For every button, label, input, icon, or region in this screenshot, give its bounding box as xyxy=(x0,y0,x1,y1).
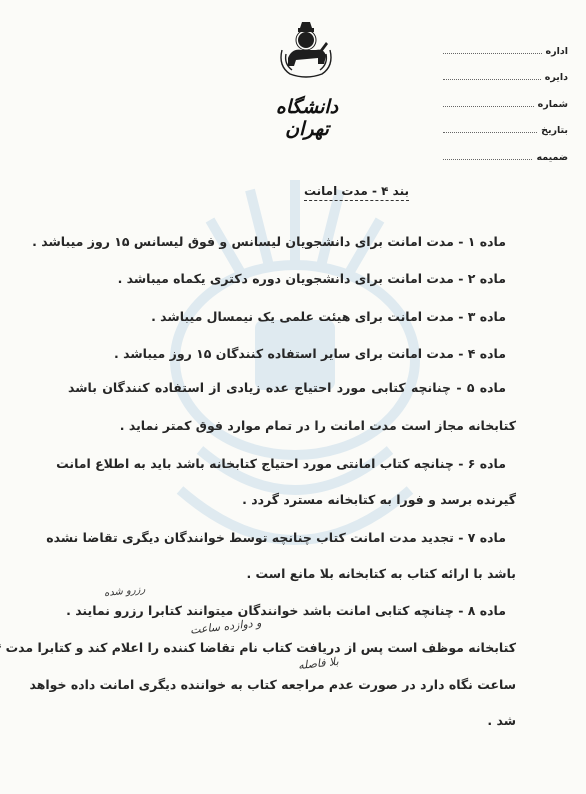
field-number-label: شماره xyxy=(537,98,568,110)
article-line: باشد با ارائه کتاب به کتابخانه بلا مانع است . xyxy=(246,566,516,581)
field-attachment-line xyxy=(443,149,532,160)
handwritten-annotation: رزرو شده xyxy=(103,583,146,600)
article-line: ماده ۳ - مدت امانت برای هیئت علمی یک نیمسال میباشد . xyxy=(151,309,506,324)
field-department-line xyxy=(443,69,541,80)
article-line: ماده ۱ - مدت امانت برای دانشجویان لیسانس و فوق لیسانس ۱۵ روز میباشد . xyxy=(32,234,506,249)
field-office-line xyxy=(443,43,542,54)
article-line: ماده ۸ - چنانچه کتابی امانت باشد خوانندگان میتوانند کتابرا رزرو نمایند . xyxy=(66,603,506,618)
lion-and-sun-emblem-icon xyxy=(276,20,336,82)
article-line: کتابخانه مجاز است مدت امانت را در تمام موارد فوق کمتر نماید . xyxy=(119,418,516,433)
field-department xyxy=(443,57,568,84)
article-line: کتابخانه موظف است پس از دریافت کتاب نام تقاضا کننده را اعلام کند و کتابرا مدت xyxy=(5,640,516,655)
article-line: ماده ۵ - چنانچه کتابی مورد احتیاج عده زیادی از استفاده کنندگان باشد xyxy=(68,380,506,395)
university-name: دانشگاه تهران xyxy=(275,96,339,140)
article-line: گیرنده برسد و فورا به کتابخانه مسترد گردد . xyxy=(242,492,516,507)
article-line: ساعت نگاه دارد در صورت عدم مراجعه کتاب به خواننده دیگری امانت داده خواهد xyxy=(29,677,516,692)
handwritten-annotation: و دوازده ساعت xyxy=(189,616,262,637)
section-heading: بند ۴ - مدت امانت xyxy=(304,184,409,201)
field-office xyxy=(443,30,568,57)
handwritten-annotation: بلا فاصله xyxy=(297,654,340,673)
field-date-label: بتاریخ xyxy=(541,125,568,136)
article-line: ماده ۲ - مدت امانت برای دانشجویان دوره دکتری یکماه میباشد . xyxy=(117,271,506,286)
letterhead-fields xyxy=(443,30,568,163)
article-line: ماده ۶ - چنانچه کتاب امانتی مورد احتیاج کتابخانه باشد باید به اطلاع امانت xyxy=(56,456,506,471)
field-date-line xyxy=(443,122,537,133)
article-line: ماده ۷ - تجدید مدت امانت کتاب چنانچه توسط خوانندگان دیگری تقاضا نشده xyxy=(46,530,506,545)
field-number-line xyxy=(443,96,534,107)
article-line: شد . xyxy=(487,713,516,728)
field-attachment-label: ضمیمه xyxy=(536,151,568,163)
field-attachment xyxy=(443,136,568,163)
field-department-label: دایره xyxy=(544,72,568,83)
field-number xyxy=(443,83,568,110)
field-date xyxy=(443,110,568,137)
article-line: ماده ۴ - مدت امانت برای سایر استفاده کنندگان ۱۵ روز میباشد . xyxy=(114,346,506,361)
field-office-label: اداره xyxy=(545,45,568,57)
